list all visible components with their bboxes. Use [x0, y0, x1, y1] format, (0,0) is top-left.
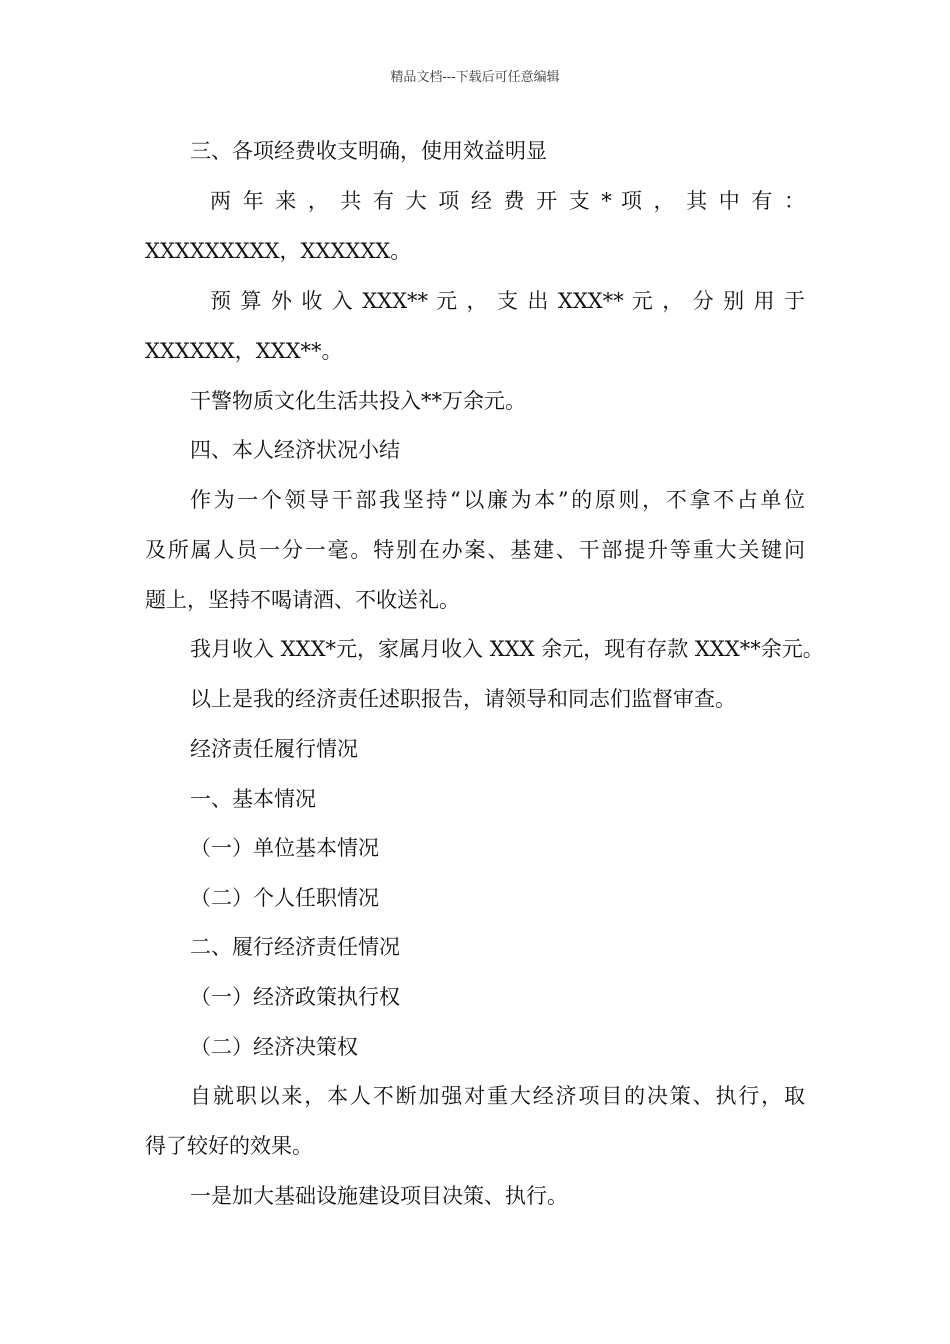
paragraph-line: 题上，坚持不喝请酒、不收送礼。 [145, 588, 460, 612]
paragraph-line: 两 年 来 ， 共 有 大 项 经 费 开 支 * 项 ， 其 中 有 ： [210, 189, 805, 213]
subsection-heading: （二）个人任职情况 [190, 886, 379, 910]
subsection-heading: （二）经济决策权 [190, 1035, 358, 1059]
section-heading-2: 二、履行经济责任情况 [190, 935, 400, 959]
section-heading-3: 三、各项经费收支明确，使用效益明显 [190, 139, 547, 163]
paragraph-line: 干警物质文化生活共投入**万余元。 [190, 389, 526, 413]
subtitle: 经济责任履行情况 [190, 737, 358, 761]
paragraph-line: 以上是我的经济责任述职报告，请领导和同志们监督审查。 [190, 687, 736, 711]
page-header: 精品文档---下载后可任意编辑 [390, 70, 560, 85]
subsection-heading: （一）单位基本情况 [190, 836, 379, 860]
section-heading-4: 四、本人经济状况小结 [190, 438, 400, 462]
paragraph-line: 自就职以来，本人不断加强对重大经济项目的决策、执行，取 [190, 1084, 805, 1108]
paragraph-line: 预 算 外 收 入 XXX** 元 ， 支 出 XXX** 元 ， 分 别 用 于 [210, 289, 805, 313]
paragraph-line: 我月收入 XXX*元，家属月收入 XXX 余元，现有存款 XXX**余元。 [190, 637, 824, 661]
paragraph-line: XXXXXX，XXX**。 [145, 339, 343, 363]
paragraph-line: 一是加大基础设施建设项目决策、执行。 [190, 1184, 568, 1208]
paragraph-line: XXXXXXXXX，XXXXXX。 [145, 239, 412, 263]
section-heading-1: 一、基本情况 [190, 787, 316, 811]
paragraph-line: 作为一个领导干部我坚持“以廉为本”的原则，不拿不占单位 [190, 488, 805, 512]
subsection-heading: （一）经济政策执行权 [190, 985, 400, 1009]
paragraph-line: 得了较好的效果。 [145, 1134, 313, 1158]
paragraph-line: 及所属人员一分一毫。特别在办案、基建、干部提升等重大关键问 [145, 538, 805, 562]
